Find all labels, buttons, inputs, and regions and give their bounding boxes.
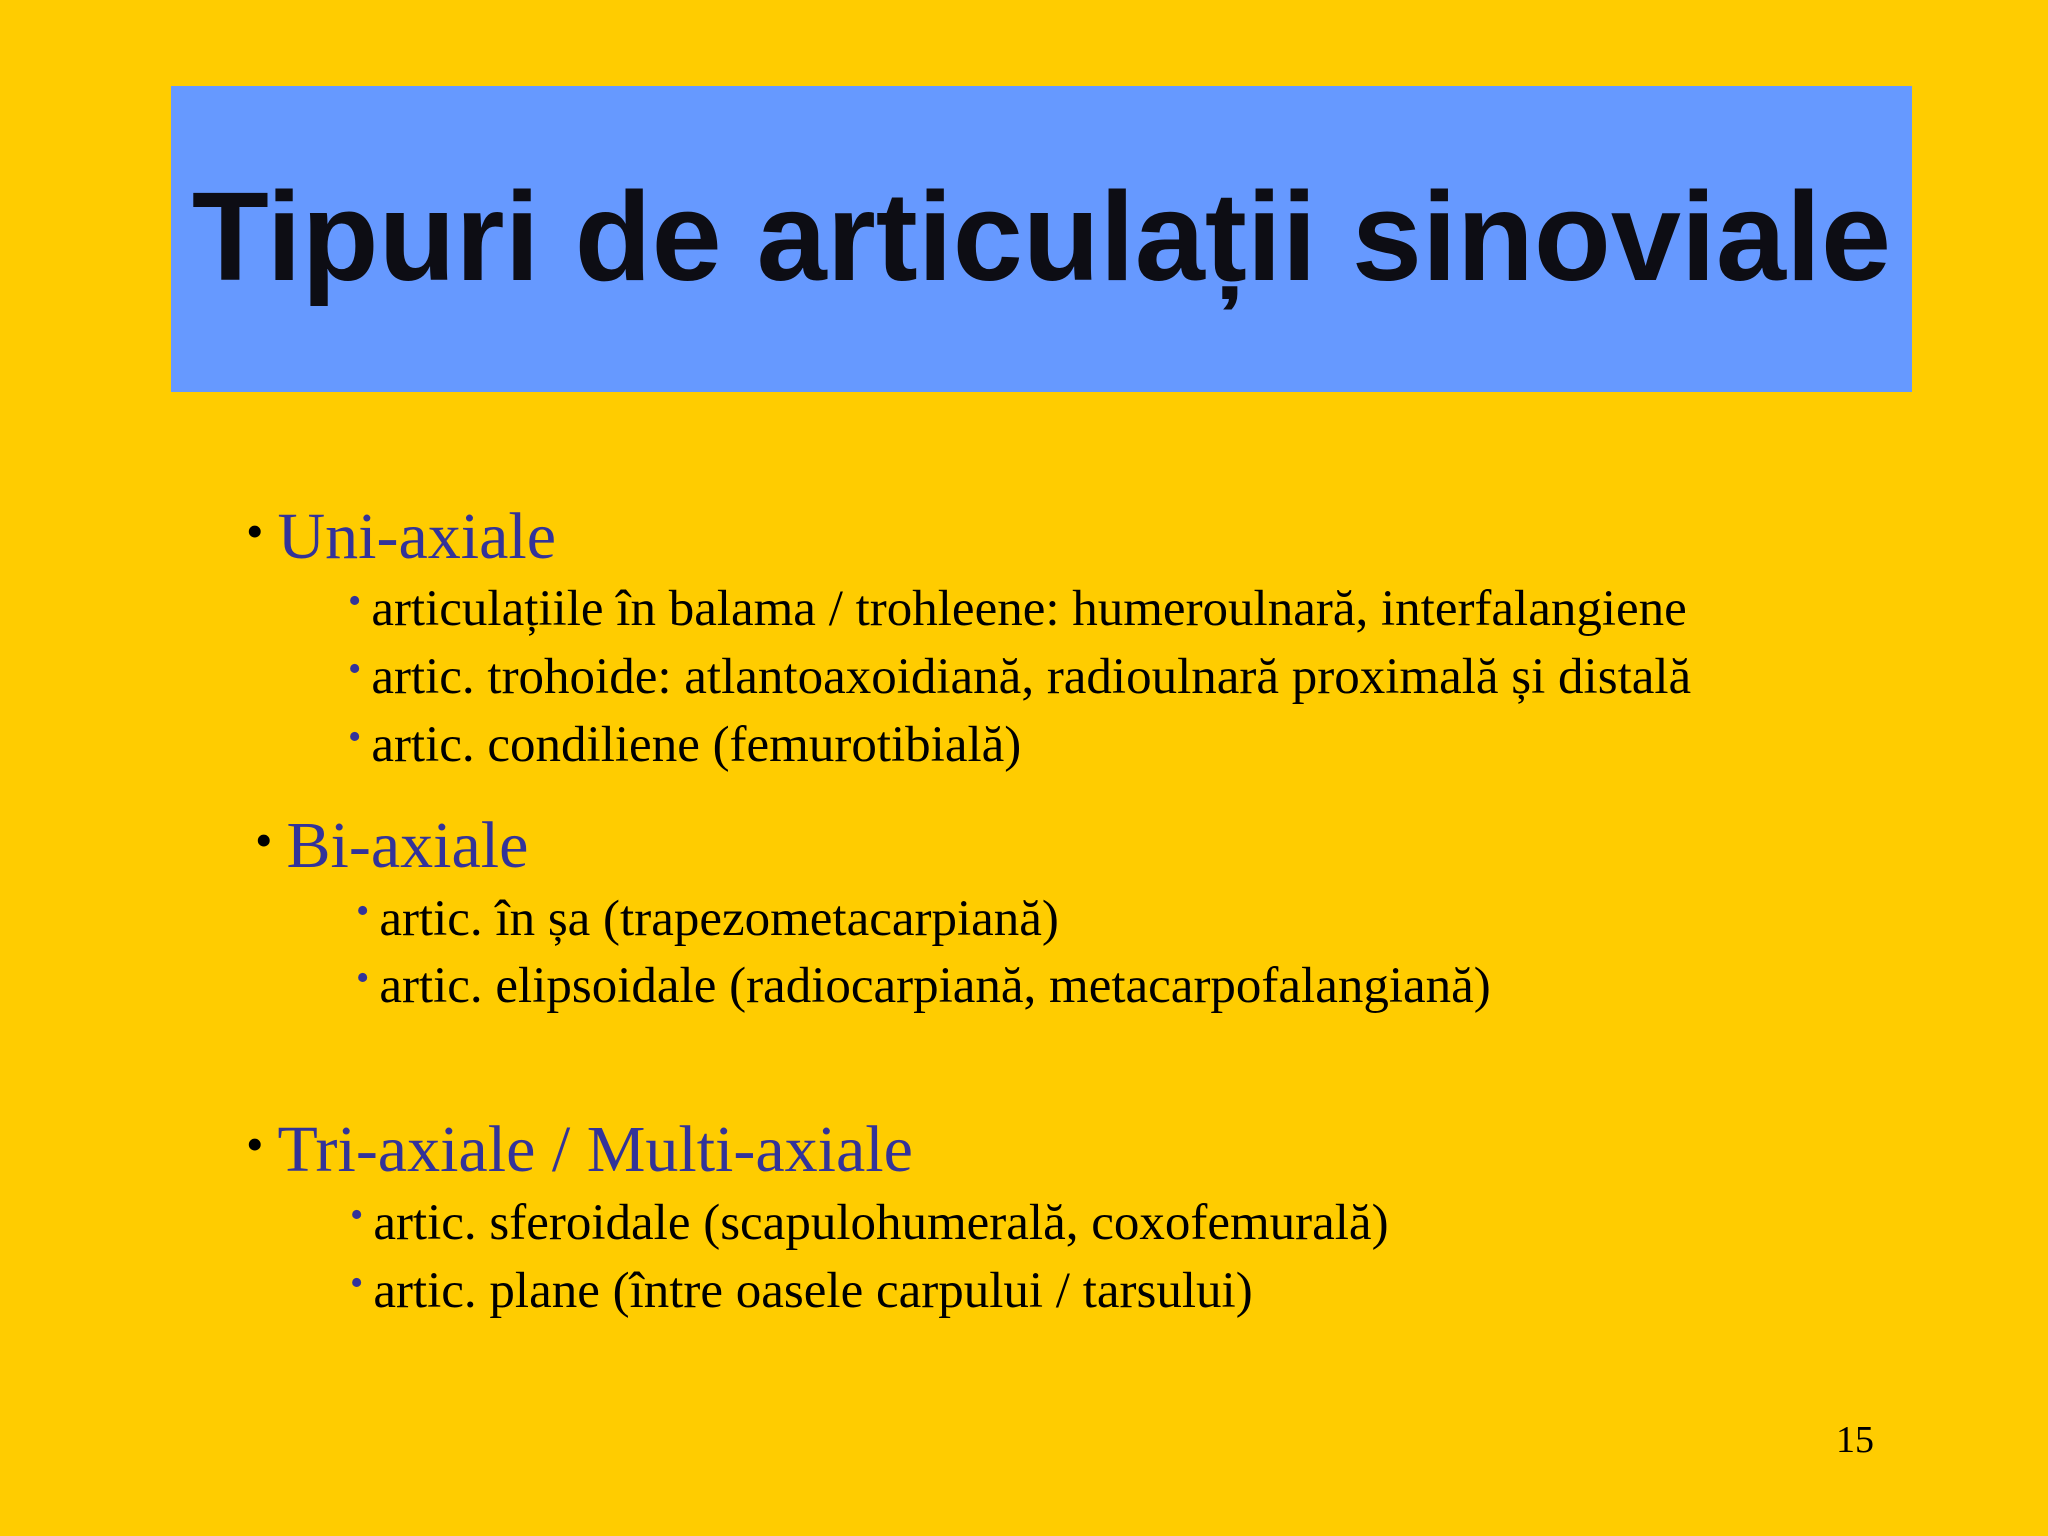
- bullet-icon: •: [246, 503, 264, 559]
- bullet-icon: •: [348, 716, 362, 758]
- list-item-text: articulațiile în balama / trohleene: humeroulnară, interfalangiene: [371, 581, 1687, 637]
- list-item-text: artic. trohoide: atlantoaxoidiană, radioulnară proximală și distală: [371, 649, 1692, 705]
- section-heading-bi-axiale: [255, 809, 529, 882]
- bullet-icon: •: [255, 812, 273, 868]
- bullet-icon: •: [246, 1116, 264, 1172]
- section-heading-text: Tri-axiale / Multi-axiale: [277, 1113, 913, 1186]
- list-item-text: artic. plane (între oasele carpului / tarsului): [373, 1263, 1253, 1319]
- list-item-text: artic. în șa (trapezometacarpiană): [379, 891, 1059, 947]
- title-box: [171, 86, 1912, 392]
- bullet-icon: •: [356, 957, 370, 999]
- list-item: [348, 648, 1692, 705]
- bullet-icon: •: [348, 580, 362, 622]
- list-item-text: artic. sferoidale (scapulohumerală, coxofemurală): [373, 1195, 1389, 1251]
- list-item: [356, 890, 1059, 947]
- bullet-icon: •: [350, 1262, 364, 1304]
- bullet-icon: •: [350, 1194, 364, 1236]
- list-item: [350, 1262, 1253, 1319]
- list-item: [356, 957, 1491, 1014]
- section-heading-text: Bi-axiale: [286, 809, 529, 882]
- section-heading-tri-axiale: [246, 1113, 913, 1186]
- list-item-text: artic. condiliene (femurotibială): [371, 717, 1022, 773]
- page-number: 15: [1836, 1419, 1874, 1461]
- list-item: [350, 1194, 1389, 1251]
- list-item: [348, 716, 1022, 773]
- bullet-icon: •: [348, 648, 362, 690]
- slide-title: Tipuri de articulații sinoviale: [191, 165, 1892, 307]
- bullet-icon: •: [356, 890, 370, 932]
- section-heading-uni-axiale: [246, 500, 557, 573]
- section-heading-text: Uni-axiale: [277, 500, 557, 573]
- list-item-text: artic. elipsoidale (radiocarpiană, metacarpofalangiană): [379, 958, 1491, 1014]
- list-item: [348, 580, 1687, 637]
